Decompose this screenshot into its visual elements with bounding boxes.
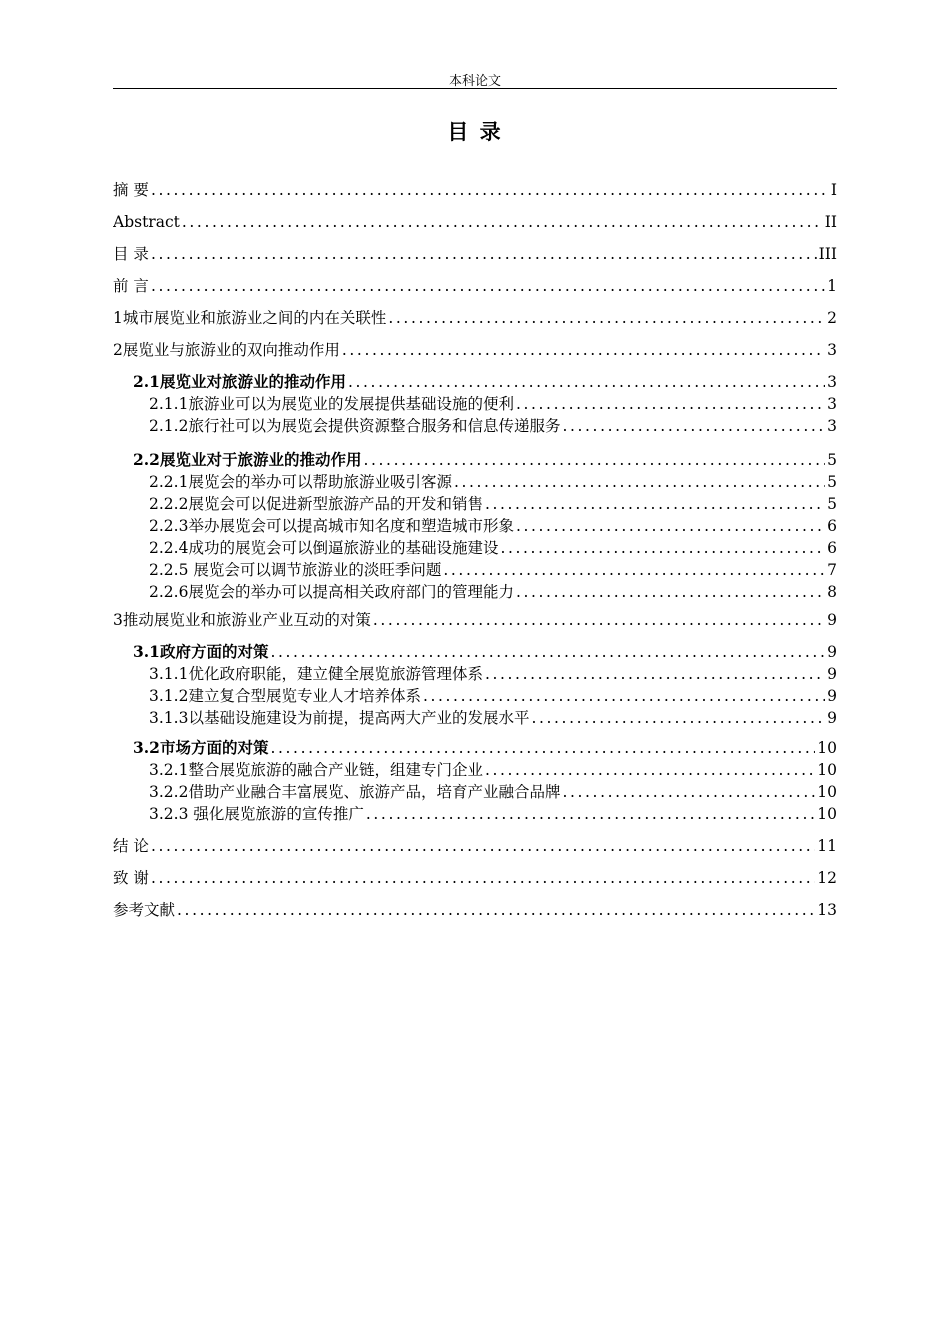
toc-entry[interactable] [149,780,837,804]
toc-entry[interactable] [149,802,837,826]
toc-dot-leader [342,338,825,362]
toc-entry-label: 2.2.2展览会可以促进新型旅游产品的开发和销售 [149,495,483,513]
toc-entry-page-number: 5 [827,495,837,513]
toc-entry[interactable] [149,536,837,560]
toc-entry-label: 1城市展览业和旅游业之间的内在关联性 [113,309,387,327]
toc-entry-page-number: 5 [827,473,837,491]
toc-entry-label: 3.1.1优化政府职能，建立健全展览旅游管理体系 [149,665,483,683]
toc-entry-page-number: 10 [817,739,837,757]
toc-entry[interactable] [133,370,837,394]
toc-dot-leader [562,780,815,804]
toc-dot-leader [373,608,825,632]
toc-entry[interactable] [149,684,837,708]
toc-entry[interactable] [149,470,837,494]
toc-entry[interactable] [149,580,837,604]
toc-entry[interactable] [149,662,837,686]
toc-entry[interactable] [113,274,837,298]
toc-entry[interactable] [113,866,837,890]
toc-entry-label: Abstract [113,213,180,231]
toc-entry-page-number: 12 [817,869,837,887]
toc-entry-page-number: II [824,213,837,231]
toc-entry-page-number: 2 [827,309,837,327]
toc-dot-leader [423,684,825,708]
toc-entry[interactable] [133,640,837,664]
toc-dot-leader [270,736,815,760]
toc-entry-label: 3.2.1整合展览旅游的融合产业链，组建专门企业 [149,761,483,779]
toc-dot-leader [151,866,815,890]
toc-entry-page-number: 8 [827,583,837,601]
toc-dot-leader [388,306,825,330]
toc-entry-page-number: 3 [827,417,837,435]
toc-entry-label: 2展览业与旅游业的双向推动作用 [113,341,340,359]
toc-entry-page-number: 3 [827,373,837,391]
toc-entry[interactable] [149,392,837,416]
toc-entry[interactable] [149,492,837,516]
toc-entry-page-number: 9 [827,643,837,661]
toc-entry-label: 3.2.3 强化展览旅游的宣传推广 [149,805,364,823]
toc-entry-label: 2.2.5 展览会可以调节旅游业的淡旺季问题 [149,561,442,579]
toc-entry-page-number: 5 [827,451,837,469]
toc-entry[interactable] [133,448,837,472]
toc-dot-leader [182,210,823,234]
toc-entry-label: 3推动展览业和旅游业产业互动的对策 [113,611,371,629]
toc-entry-page-number: 6 [827,539,837,557]
toc-dot-leader [485,492,825,516]
toc-entry-label: 3.1.3以基础设施建设为前提，提高两大产业的发展水平 [149,709,530,727]
toc-dot-leader [270,640,825,664]
toc-entry-page-number: 9 [827,665,837,683]
toc-entry-page-number: 9 [827,611,837,629]
toc-entry-page-number: 3 [827,341,837,359]
toc-dot-leader [454,470,825,494]
toc-dot-leader [485,758,815,782]
toc-entry-page-number: III [818,245,837,263]
toc-entry[interactable] [149,414,837,438]
toc-entry[interactable] [133,736,837,760]
toc-dot-leader [151,178,829,202]
toc-entry[interactable] [113,210,837,234]
toc-entry[interactable] [113,898,837,922]
toc-entry-page-number: 10 [817,761,837,779]
toc-entry-label: 摘 要 [113,181,149,199]
toc-entry[interactable] [149,558,837,582]
toc-entry-label: 2.2展览业对于旅游业的推动作用 [133,450,362,469]
toc-entry[interactable] [113,242,837,266]
toc-entry-label: 2.1.2旅行社可以为展览会提供资源整合服务和信息传递服务 [149,417,561,435]
toc-entry[interactable] [113,608,837,632]
toc-entry-label: 致 谢 [113,869,149,887]
toc-entry-label: 结 论 [113,837,149,855]
toc-entry-label: 目 录 [113,245,149,263]
toc-dot-leader [516,514,825,538]
toc-entry-page-number: 6 [827,517,837,535]
toc-dot-leader [443,558,825,582]
toc-entry[interactable] [113,834,837,858]
toc-entry-page-number: 10 [817,783,837,801]
toc-dot-leader [485,662,825,686]
toc-dot-leader [363,448,825,472]
toc-dot-leader [151,834,815,858]
toc-entry-page-number: 3 [827,395,837,413]
toc-entry-label: 2.2.6展览会的举办可以提高相关政府部门的管理能力 [149,583,514,601]
toc-entry-page-number: 9 [827,709,837,727]
toc-entry-page-number: 11 [817,837,837,855]
toc-entry-label: 3.2.2借助产业融合丰富展览、旅游产品，培育产业融合品牌 [149,783,561,801]
toc-dot-leader [500,536,825,560]
toc-entry-label: 3.2市场方面的对策 [133,738,269,757]
toc-entry-page-number: 1 [827,277,837,295]
toc-entry-label: 2.2.3举办展览会可以提高城市知名度和塑造城市形象 [149,517,514,535]
toc-entry-page-number: I [830,181,837,199]
toc-title: 目 录 [447,120,503,144]
toc-entry-label: 前 言 [113,277,149,295]
toc-dot-leader [151,242,817,266]
toc-dot-leader [516,392,825,416]
toc-entry[interactable] [113,306,837,330]
toc-dot-leader [151,274,825,298]
toc-entry-label: 2.1展览业对旅游业的推动作用 [133,372,346,391]
toc-dot-leader [177,898,815,922]
toc-dot-leader [366,802,815,826]
toc-entry-label: 参考文献 [113,901,176,919]
toc-entry-label: 3.1.2建立复合型展览专业人才培养体系 [149,687,421,705]
header-rule [113,88,837,89]
toc-entry-page-number: 9 [827,687,837,705]
toc-entry-page-number: 13 [817,901,837,919]
toc-entry-label: 2.1.1旅游业可以为展览业的发展提供基础设施的便利 [149,395,514,413]
toc-entry-page-number: 7 [827,561,837,579]
toc-dot-leader [562,414,825,438]
toc-dot-leader [531,706,825,730]
toc-entry-label: 3.1政府方面的对策 [133,642,269,661]
running-header: 本科论文 [448,74,501,89]
toc-entry[interactable] [149,706,837,730]
toc-entry-label: 2.2.4成功的展览会可以倒逼旅游业的基础设施建设 [149,539,499,557]
toc-entry[interactable] [149,514,837,538]
toc-entry[interactable] [149,758,837,782]
toc-entry-label: 2.2.1展览会的举办可以帮助旅游业吸引客源 [149,473,452,491]
toc-dot-leader [516,580,825,604]
toc-dot-leader [348,370,825,394]
toc-entry[interactable] [113,338,837,362]
toc-entry-page-number: 10 [817,805,837,823]
toc-entry[interactable] [113,178,837,202]
